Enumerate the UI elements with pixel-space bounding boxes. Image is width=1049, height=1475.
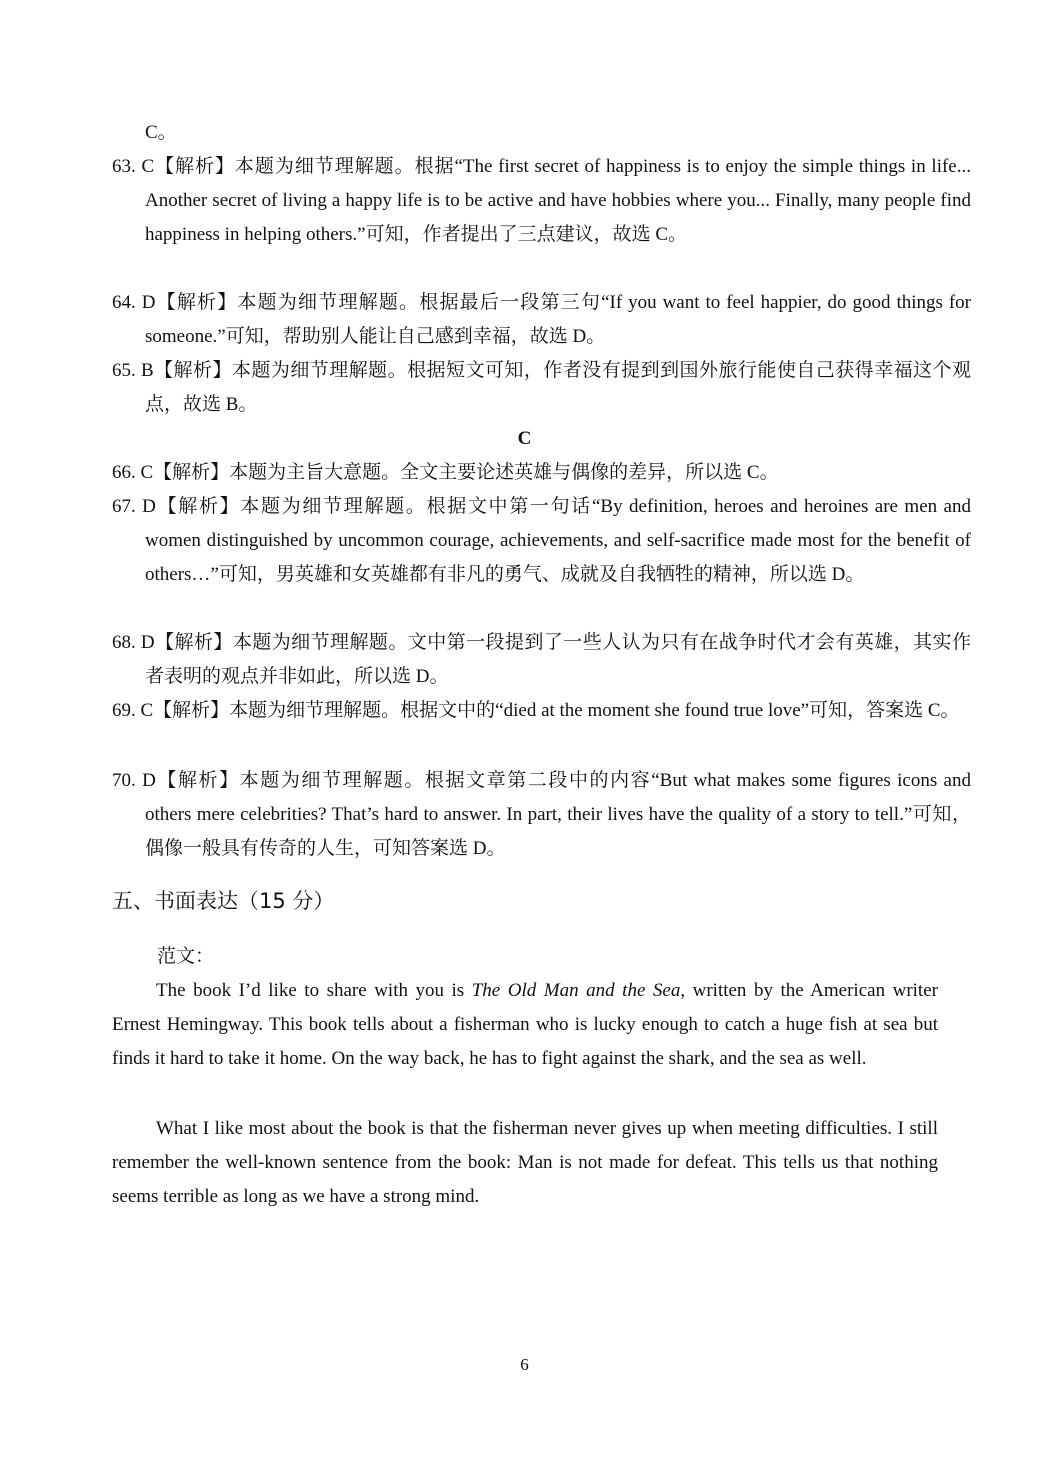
page-number: 6	[520, 1355, 529, 1374]
answer-65: 65. B【解析】本题为细节理解题。根据短文可知，作者没有提到到国外旅行能使自己获得幸福这个观点，故选 B。	[112, 360, 971, 415]
answer-70: 70. D【解析】本题为细节理解题。根据文章第二段中的内容“But what makes some figures icons and others mere celebrities? That’s hard to answer. In part, their lives have the quality of a story to tell.”可知，偶像一般具有传奇的人生，可知答案选 D。	[112, 770, 971, 859]
answer-68: 68. D【解析】本题为细节理解题。文中第一段提到了一些人认为只有在战争时代才会有英雄，其实作者表明的观点并非如此，所以选 D。	[112, 632, 971, 687]
answer-66: 66. C【解析】本题为主旨大意题。全文主要论述英雄与偶像的差异，所以选 C。	[112, 462, 779, 483]
answer-69: 69. C【解析】本题为细节理解题。根据文中的“died at the moment she found true love”可知，答案选 C。	[112, 700, 960, 721]
essay-paragraph-2: What I like most about the book is that the fisherman never gives up when meeting difficulties. I still remember the well-known sentence from the book: Man is not made for defeat. This tells us that nothing seems terrible as long as we have a strong mind.	[112, 1118, 938, 1207]
book-title: The Old Man and the Sea	[471, 980, 681, 1001]
sample-essay-label: 范文：	[157, 946, 215, 967]
writing-section-heading: 五、书面表达（15 分）	[112, 889, 335, 913]
answer-64: 64. D【解析】本题为细节理解题。根据最后一段第三句“If you want to feel happier, do good things for someone.”可知，帮助别人能让自己感到幸福，故选 D。	[112, 292, 971, 347]
previous-answer-tail: C。	[145, 122, 177, 143]
answer-63: 63. C【解析】本题为细节理解题。根据“The first secret of happiness is to enjoy the simple things in life... Another secret of living a happy life is to be active and have hobbies where you... Finally, many people find happiness in helping others.”可知，作者提出了三点建议，故选 C。	[112, 156, 971, 245]
essay-paragraph-1-start: The book I’d like to share with you is	[156, 980, 472, 1001]
section-letter: C	[517, 428, 532, 449]
essay-paragraph-1-end: , written by the American writer Ernest Hemingway. This book tells about a fisherman who is lucky enough to catch a huge fish at sea but finds it hard to take it home. On the way back, he has to fight against the shark, and the sea as well.	[112, 980, 938, 1069]
answer-67: 67. D【解析】本题为细节理解题。根据文中第一句话“By definition, heroes and heroines are men and women distinguished by uncommon courage, achievements, and self-sacrifice made most for the benefit of others…”可知，男英雄和女英雄都有非凡的勇气、成就及自我牺牲的精神，所以选 D。	[112, 496, 971, 585]
essay-paragraph-1	[112, 974, 938, 1076]
